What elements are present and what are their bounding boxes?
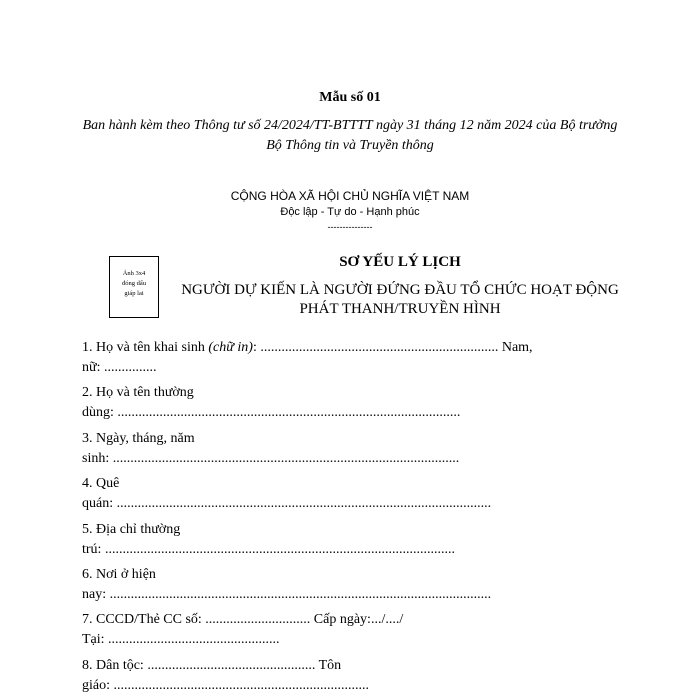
national-motto: Độc lập - Tự do - Hạnh phúc	[280, 206, 420, 218]
document-title: SƠ YẾU LÝ LỊCH	[339, 254, 461, 270]
field-citizen-id-place: Tại: .................................................	[82, 632, 280, 647]
field-birthdate-label: 3. Ngày, tháng, năm	[82, 431, 195, 446]
field-permanent-address-label: 5. Địa chỉ thường	[82, 522, 181, 537]
issuing-regulation: Ban hành kèm theo Thông tư số 24/2024/TT-BTTTT ngày 31 tháng 12 năm 2024 của Bộ trưởng Bộ Thông tin và Truyền thông	[82, 118, 618, 153]
field-religion: giáo: .........................................................................	[82, 678, 369, 693]
field-hometown-label: 4. Quê	[82, 476, 120, 491]
photo-label-line1: Ảnh 3x4	[122, 270, 146, 277]
field-citizen-id: 7. CCCD/Thẻ CC số: .............................. Cấp ngày:.../..../	[82, 612, 404, 627]
photo-label-line3: giáp lai	[124, 290, 144, 297]
field-current-residence-line: nay: .............................................................................................................	[82, 587, 492, 602]
field-hometown-line: quán: ...........................................................................................................	[82, 496, 492, 511]
field-common-name-label: 2. Họ và tên thường	[82, 385, 194, 400]
field-birth-name-hint: (chữ in)	[208, 340, 253, 355]
national-title: CỘNG HÒA XÃ HỘI CHỦ NGHĨA VIỆT NAM	[230, 189, 470, 203]
field-common-name-line: dùng: ..................................................................................................	[82, 405, 461, 420]
field-permanent-address-line: trú: ....................................................................................................	[82, 542, 455, 557]
field-birth-name-label: 1. Họ và tên khai sinh	[82, 340, 209, 355]
field-current-residence-label: 6. Nơi ở hiện	[82, 567, 156, 582]
photo-placeholder-box	[109, 256, 159, 318]
field-birthdate-line: sinh: ...................................................................................................	[82, 451, 460, 466]
motto-underline: ---------------	[327, 222, 373, 232]
field-birth-name-dots: : .................................................................... Nam,	[252, 340, 533, 355]
form-number: Mẫu số 01	[319, 90, 381, 105]
photo-label-line2: đóng dấu	[121, 280, 146, 287]
field-ethnicity: 8. Dân tộc: ................................................ Tôn	[82, 658, 342, 673]
document-subtitle: NGƯỜI DỰ KIẾN LÀ NGƯỜI ĐỨNG ĐẦU TỔ CHỨC HOẠT ĐỘNG PHÁT THANH/TRUYỀN HÌNH	[181, 282, 619, 317]
field-gender: nữ: ...............	[82, 360, 157, 375]
